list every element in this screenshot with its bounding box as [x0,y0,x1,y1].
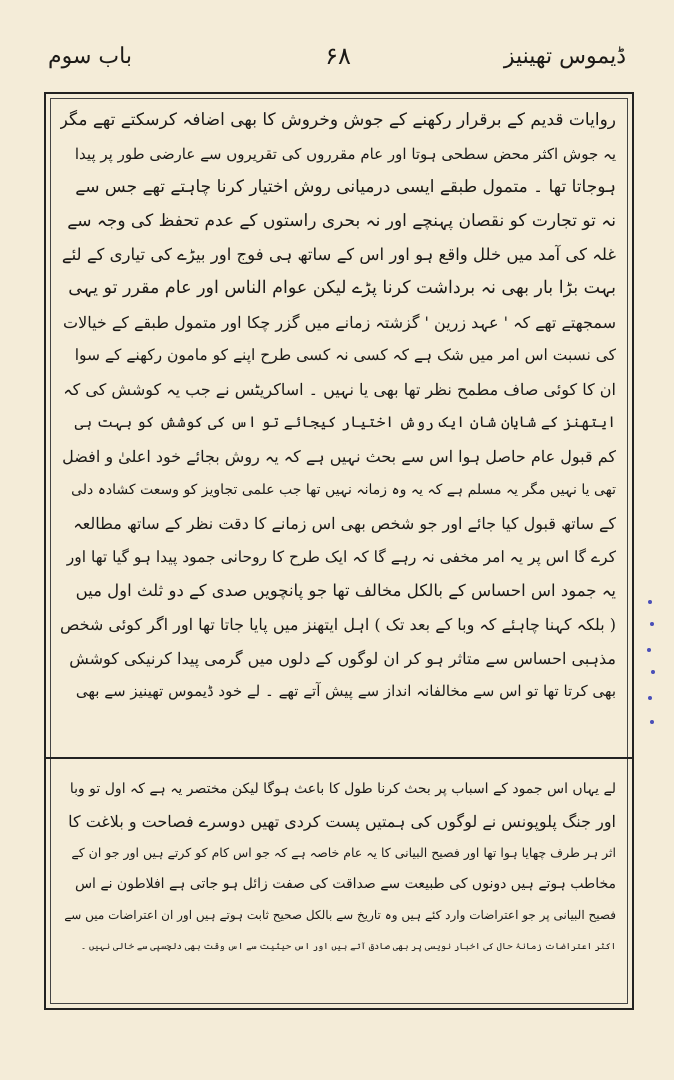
text-line: مذہبی احساس سے متاثر ہو کر ان لوگوں کے دلوں میں گرمی پیدا کرنیکی کوشش [69,648,616,668]
text-line: ان کا کوئی صاف مطمح نظر تھا بھی یا نہیں ۔ اساکریٹس نے جب یہ کوشش کی کہ [63,379,616,399]
text-line: یہ جوش اکثر محض سطحی ہوتا اور عام مقرروں کی تقریروں سے عارضی طور پر پیدا [74,144,616,163]
ink-dot [650,720,654,724]
main-text [60,104,616,744]
footnote-line: لے یہاں اس جمود کے اسباب پر بحث کرنا طول کا باعث ہوگا لیکن مختصر یہ ہے کہ اول تو وبا [69,781,616,797]
footnote-line: مخاطب ہوتے ہیں دونوں کی طبیعت سے صداقت کی صفت زائل ہو جاتی ہے افلاطون نے اس [74,875,616,892]
ink-dot [648,600,652,604]
text-line: ایتھنز کے شایان شان ایک روش اختیار کیجائے تو اس کی کوشش کو بہت ہی [74,413,616,432]
footnote-line: اور جنگ پلوپونس نے لوگوں کی ہمتیں پست کردی تھیں دوسرے فصاحت و بلاغت کا [68,811,616,831]
text-line: ہوجاتا تھا ۔ متمول طبقے ایسی درمیانی روش اختیار کرنا چاہتے تھے جس سے [75,177,616,198]
footnote-line: فصیح البیانی پر جو اعتراضات وارد کئے ہیں وہ تاریخ سے بالکل صحیح ثابت ہوتے ہیں اور ان اعتراضات میں سے [64,908,616,922]
ink-dot [650,622,654,626]
footnote [60,774,616,994]
text-line: کی نسبت اس امر میں شک ہے کہ کسی نہ کسی طرح اپنے کو مامون رکھنے کے سوا [74,346,616,365]
text-line: بہت بڑا بار بھی نہ برداشت کرنا پڑے لیکن عوام الناس اور عام مقرر تو یہی [68,277,616,298]
text-line: یہ جمود اس احساس کے بالکل مخالف تھا جو پانچویں صدی کے دو ثلث اول میں [75,581,616,601]
footnote-line: اکثر اعتراضات زمانۂ حال کی اخبار نویسی پر بھی صادق آتے ہیں اور اس حیثیت سے اس وقت بھی دلچسپی سے خالی نہیں ۔ [80,941,616,952]
footnote-divider [44,757,634,759]
footnote-line: اثر ہر طرف چھایا ہوا تھا اور فصیح البیانی کا یہ عام خاصہ ہے کہ جو اس کام کو کرتے ہیں اور جو ان کے [71,845,616,860]
text-line: ( بلکہ کہنا چاہئے کہ وبا کے بعد تک ) اہل ایتھنز میں پایا جاتا تھا اور اگر کوئی شخص [60,614,616,634]
text-line: سمجھتے تھے کہ ' عہد زرین ' گزشتہ زمانے میں گزر چکا اور متمول طبقے کے خیالات [63,312,616,332]
text-line: تھی یا نہیں مگر یہ مسلم ہے کہ یہ وہ زمانہ نہیں تھا جب علمی تجاویز کو وسعت کشادہ دلی [71,481,616,498]
page-number: ۶۸ [325,42,351,70]
text-line: غلہ کی آمد میں خلل واقع ہو اور اس کے ساتھ ہی فوج اور بیڑے کی تیاری کے لئے [61,245,616,265]
text-line: نہ تو تجارت کو نقصان پہنچے اور نہ بحری راستوں کے عدم تحفظ کی وجہ سے [67,210,616,231]
ink-dot [648,696,652,700]
text-line: کے ساتھ قبول کیا جائے اور جو شخص بھی اس زمانے کا دقت نظر کے ساتھ مطالعہ [73,514,616,534]
running-title: ڈیموس تھینیز [503,44,626,69]
ink-marks [646,600,656,740]
chapter-title: باب سوم [48,44,132,69]
text-line: کرے گا اس پر یہ امر مخفی نہ رہے گا کہ ایک طرح کا روحانی جمود پیدا ہو گیا تھا اور [66,547,616,566]
text-line: کم قبول عام حاصل ہوا اس سے بحث نہیں ہے کہ یہ روش بجائے خود اعلیٰ و افضل [62,446,616,466]
text-line: بھی کرتا تھا تو اس سے مخالفانہ انداز سے پیش آتے تھے ۔ لے خود ڈیموس تھینیز سے بھی [75,682,616,701]
page-header [48,38,626,78]
ink-dot [651,670,655,674]
ink-dot [647,648,651,652]
text-line: روایات قدیم کے برقرار رکھنے کے جوش وخروش کا بھی اضافہ کرسکتے تھے مگر [60,110,616,130]
